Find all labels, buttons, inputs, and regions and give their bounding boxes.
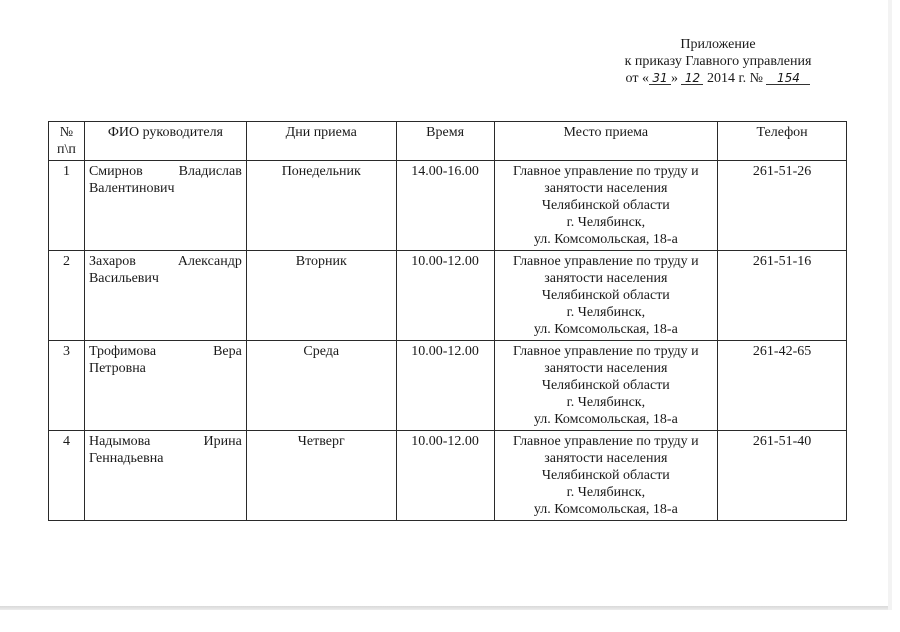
row-number: 3 — [49, 341, 85, 431]
reception-place — [494, 251, 718, 341]
reception-time: 10.00-12.00 — [396, 251, 494, 341]
appendix-title: Приложение — [680, 37, 756, 52]
column-header-place: Место приема — [494, 122, 718, 161]
patronymic: Петровна — [88, 361, 146, 376]
column-header-phone: Телефон — [718, 122, 847, 161]
patronymic: Геннадьевна — [88, 451, 164, 466]
reception-time: 14.00-16.00 — [396, 161, 494, 251]
table-row — [49, 341, 847, 431]
place-line: Челябинской области — [541, 378, 670, 393]
phone-number: 261-51-40 — [718, 431, 847, 521]
date-year: 2014 г. № — [706, 71, 763, 86]
place-line: г. Челябинск, — [566, 395, 646, 410]
place-line: занятости населения — [544, 361, 668, 376]
manager-name — [84, 431, 246, 521]
phone-number: 261-51-26 — [718, 161, 847, 251]
order-reference: к приказу Главного управления — [624, 54, 812, 69]
reception-day: Среда — [246, 341, 396, 431]
surname: Захаров — [88, 254, 136, 269]
column-header-number: № п\п — [49, 122, 85, 161]
table-row — [49, 161, 847, 251]
handwritten-month: 12 — [681, 72, 703, 85]
place-line: г. Челябинск, — [566, 305, 646, 320]
first-name: Вера — [213, 344, 242, 359]
order-date-line — [588, 70, 848, 87]
row-number: 4 — [49, 431, 85, 521]
place-line: Главное управление по труду и — [513, 344, 699, 359]
place-line: Челябинской области — [541, 198, 670, 213]
reception-day: Вторник — [246, 251, 396, 341]
place-line: Челябинской области — [541, 288, 670, 303]
phone-number: 261-51-16 — [718, 251, 847, 341]
place-line: Главное управление по труду и — [513, 164, 699, 179]
place-line: ул. Комсомольская, 18-а — [533, 412, 678, 427]
reception-place — [494, 161, 718, 251]
column-header-time: Время — [396, 122, 494, 161]
place-line: занятости населения — [544, 181, 668, 196]
place-line: ул. Комсомольская, 18-а — [533, 322, 678, 337]
phone-number: 261-42-65 — [718, 341, 847, 431]
table-row — [49, 431, 847, 521]
surname: Надымова — [88, 434, 151, 449]
reception-place — [494, 431, 718, 521]
column-header-days: Дни приема — [246, 122, 396, 161]
row-number: 1 — [49, 161, 85, 251]
date-prefix: от « — [625, 71, 649, 86]
manager-name — [84, 161, 246, 251]
first-name: Александр — [177, 254, 242, 269]
patronymic: Васильевич — [88, 271, 159, 286]
manager-name — [84, 251, 246, 341]
place-line: г. Челябинск, — [566, 485, 646, 500]
place-line: занятости населения — [544, 451, 668, 466]
appendix-header — [588, 36, 848, 87]
surname: Трофимова — [88, 344, 157, 359]
handwritten-order-number: 154 — [766, 72, 810, 85]
manager-name — [84, 341, 246, 431]
place-line: ул. Комсомольская, 18-а — [533, 232, 678, 247]
place-line: занятости населения — [544, 271, 668, 286]
place-line: ул. Комсомольская, 18-а — [533, 502, 678, 517]
patronymic: Валентинович — [88, 181, 175, 196]
place-line: г. Челябинск, — [566, 215, 646, 230]
surname: Смирнов — [88, 164, 143, 179]
reception-place — [494, 341, 718, 431]
scan-edge-right — [888, 0, 892, 610]
first-name: Ирина — [203, 434, 242, 449]
table-header-row — [49, 122, 847, 161]
first-name: Владислав — [178, 164, 242, 179]
table-row — [49, 251, 847, 341]
reception-time: 10.00-12.00 — [396, 431, 494, 521]
reception-day: Понедельник — [246, 161, 396, 251]
place-line: Главное управление по труду и — [513, 254, 699, 269]
column-header-name: ФИО руководителя — [84, 122, 246, 161]
reception-schedule-table — [48, 121, 847, 521]
scan-edge-bottom — [0, 606, 888, 610]
reception-day: Четверг — [246, 431, 396, 521]
place-line: Главное управление по труду и — [513, 434, 699, 449]
handwritten-day: 31 — [649, 72, 671, 85]
row-number: 2 — [49, 251, 85, 341]
date-mid: » — [670, 71, 678, 86]
reception-time: 10.00-12.00 — [396, 341, 494, 431]
place-line: Челябинской области — [541, 468, 670, 483]
